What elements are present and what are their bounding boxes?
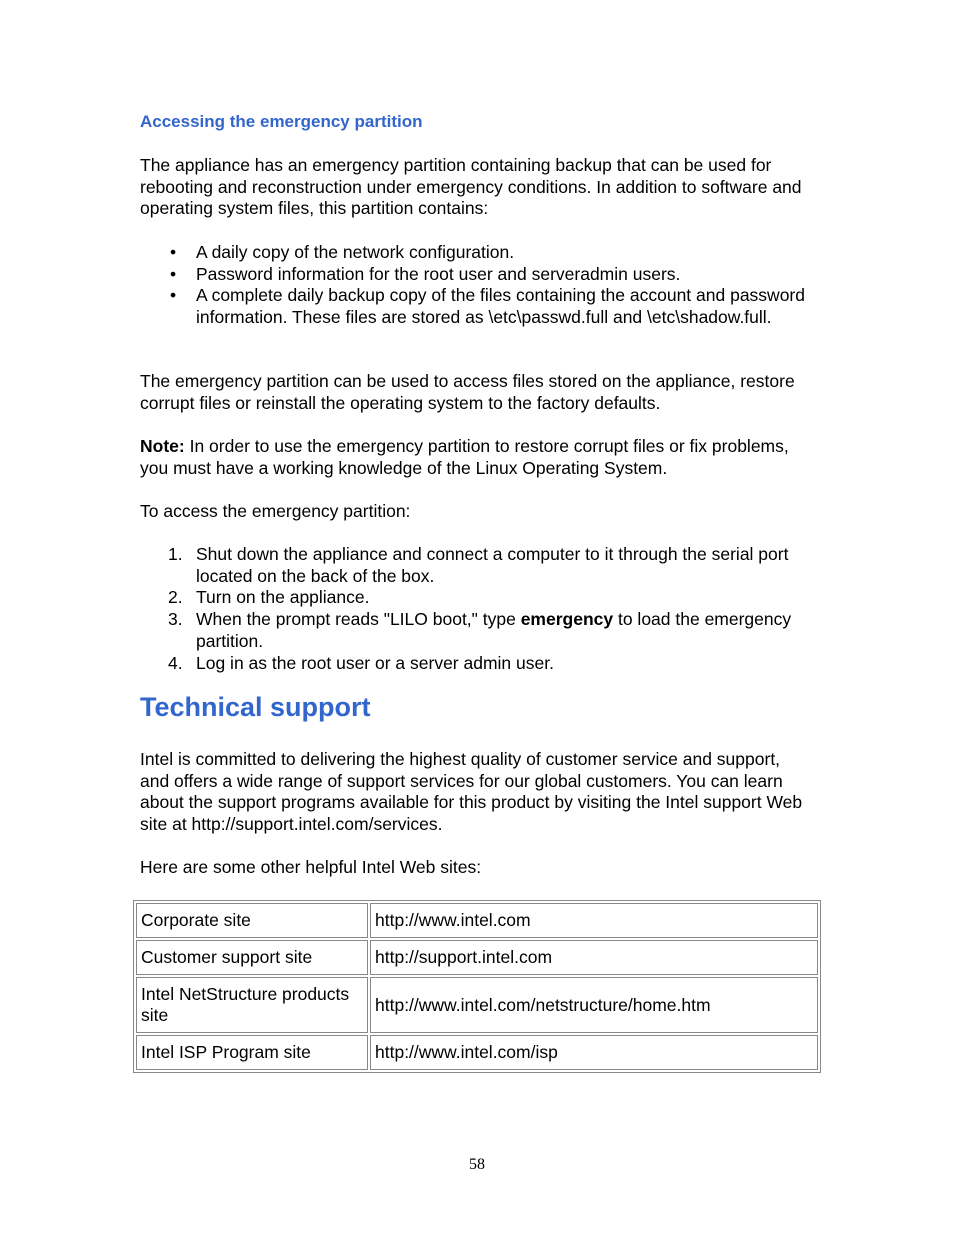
bullet-text: Password information for the root user and serveradmin users. xyxy=(196,263,681,284)
site-url-cell[interactable]: http://www.intel.com/isp xyxy=(370,1035,818,1070)
steps-intro: To access the emergency partition: xyxy=(140,501,411,521)
step-text: Log in as the root user or a server admin user. xyxy=(196,652,554,673)
bullet-text: A daily copy of the network configuration. xyxy=(196,242,515,262)
step-text-before: When the prompt reads "LILO boot," type xyxy=(196,609,521,630)
table-row xyxy=(136,977,818,1033)
step-text xyxy=(196,609,791,651)
steps-list xyxy=(140,544,810,674)
site-url-cell[interactable]: http://support.intel.com xyxy=(370,940,818,975)
usage-paragraph: The emergency partition can be used to access files stored on the appliance, restore corrupt files or reinstall the operating system to the factory defaults. xyxy=(140,371,795,413)
sites-table xyxy=(133,900,821,1073)
bullet-icon: • xyxy=(170,263,177,284)
intro-paragraph: The appliance has an emergency partition containing backup that can be used for rebooting and reconstruction under emergency conditions. In addition to software and operating system files, this partition contains: xyxy=(140,155,802,219)
list-item xyxy=(140,242,810,264)
list-item xyxy=(140,653,810,675)
list-item xyxy=(140,264,810,286)
bullet-icon: • xyxy=(170,242,177,262)
tech-paragraph: Intel is committed to delivering the highest quality of customer service and support, and offers a wide range of support services for our global customers. You can learn about the support programs available for this product by visiting the Intel support Web site at http://support.intel.com/services. xyxy=(140,749,803,835)
table-row xyxy=(136,903,818,938)
site-name-cell: Corporate site xyxy=(136,903,368,938)
site-name-cell: Intel NetStructure products site xyxy=(136,977,368,1033)
step-number: 2. xyxy=(168,587,183,608)
step-number: 4. xyxy=(168,652,183,673)
technical-support-heading: Technical support xyxy=(140,692,371,722)
site-url-cell[interactable]: http://www.intel.com xyxy=(370,903,818,938)
step-number: 1. xyxy=(168,544,183,564)
page-number: 58 xyxy=(469,1156,485,1173)
step-number: 3. xyxy=(168,609,183,630)
step-text: Shut down the appliance and connect a computer to it through the serial port located on the back of the box. xyxy=(196,544,789,586)
table-row xyxy=(136,940,818,975)
note-label: Note: xyxy=(140,436,185,456)
step-text-after: to load the emergency partition. xyxy=(196,609,792,651)
site-name-cell: Intel ISP Program site xyxy=(136,1035,368,1070)
list-item xyxy=(140,285,810,328)
bullet-list xyxy=(140,242,810,329)
step-text: Turn on the appliance. xyxy=(196,587,370,608)
table-row xyxy=(136,1035,818,1070)
list-item xyxy=(140,609,810,652)
sites-intro: Here are some other helpful Intel Web sites: xyxy=(140,857,482,877)
list-item xyxy=(140,587,810,609)
step-command: emergency xyxy=(520,609,614,630)
note-text: In order to use the emergency partition to restore corrupt files or fix problems, you must have a working knowledge of the Linux Operating System. xyxy=(140,436,789,478)
note-paragraph xyxy=(140,436,810,479)
site-name-cell: Customer support site xyxy=(136,940,368,975)
list-item xyxy=(140,544,810,587)
site-url-cell[interactable]: http://www.intel.com/netstructure/home.htm xyxy=(370,977,818,1033)
bullet-text: A complete daily backup copy of the files containing the account and password information. These files are stored as \etc\passwd.full and \etc\shadow.full. xyxy=(196,285,805,328)
bullet-icon: • xyxy=(170,285,177,306)
section-heading: Accessing the emergency partition xyxy=(140,112,423,131)
